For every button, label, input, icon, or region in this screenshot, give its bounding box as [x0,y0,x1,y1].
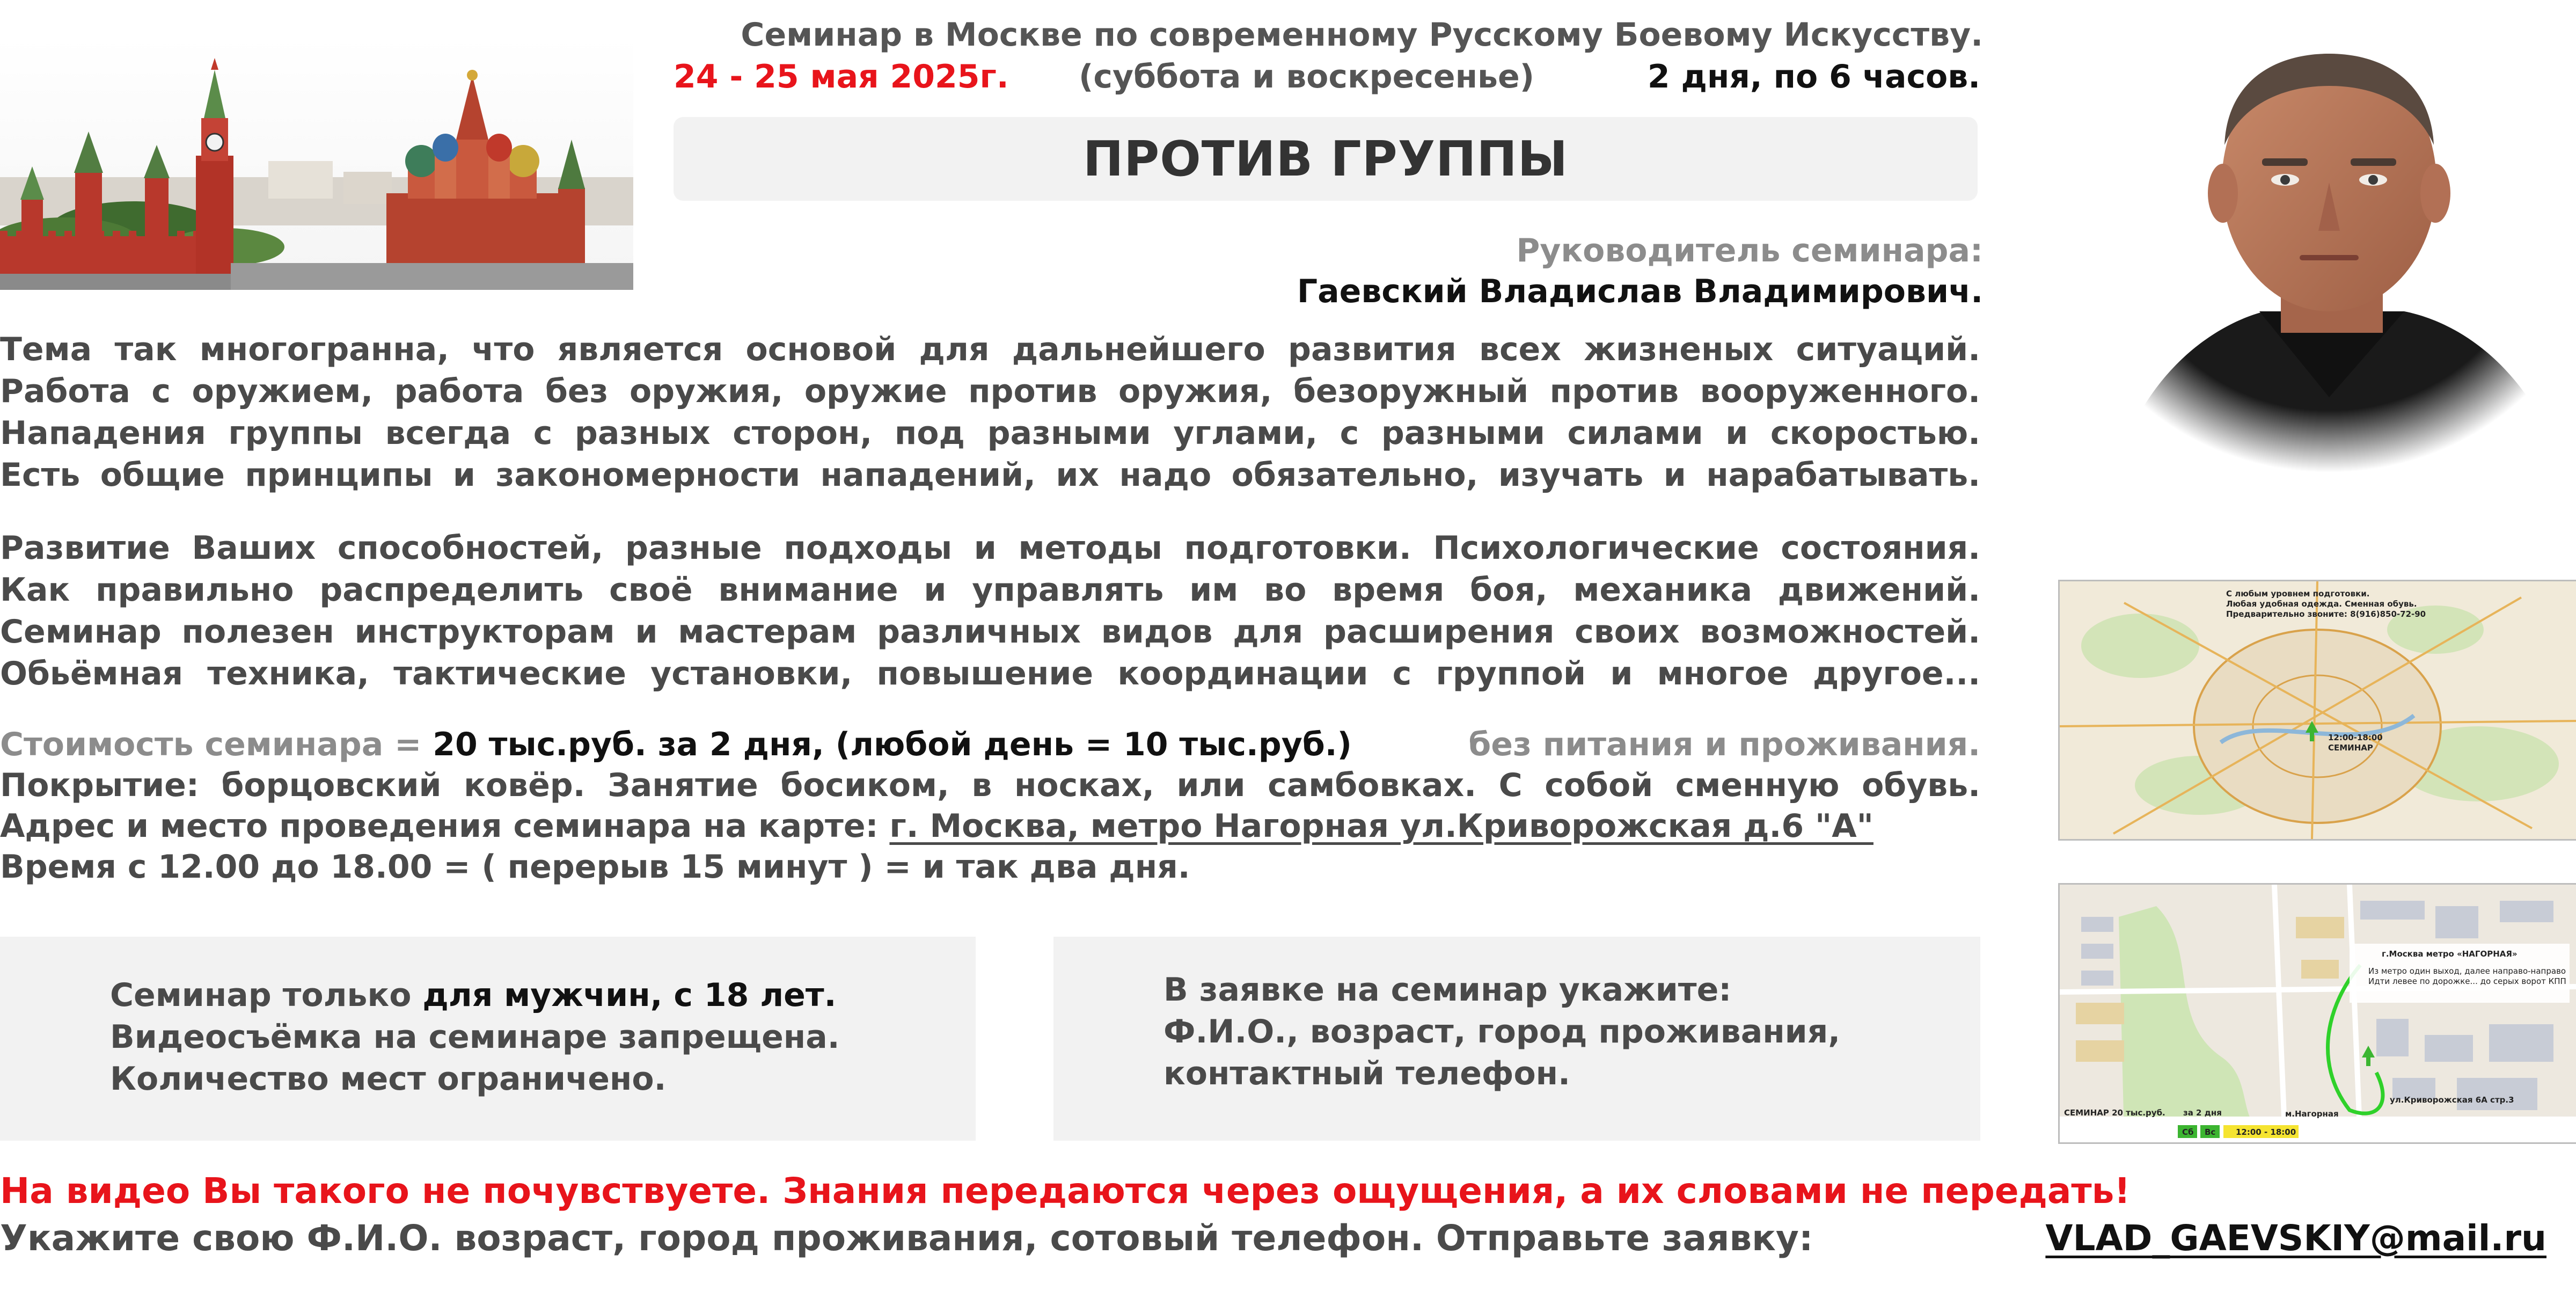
restriction-line: Видеосъёмка на семинаре запрещена. [110,1018,840,1056]
description-paragraph-2 [0,527,1980,695]
leader-name: Гаевский Владислав Владимирович. [1297,273,1983,310]
time-line: Время с 12.00 до 18.00 = ( перерыв 15 минут ) = и так два дня. [0,848,1190,886]
seminar-title: Семинар в Москве по современному Русскому Боевому Искусству. [741,16,1983,54]
map2-bar-sun: Вс [2205,1127,2216,1137]
paragraph-line: Семинар полезен инструкторам и мастерам различных видов для расширения своих возможностей. [0,613,1980,651]
application-line: В заявке на семинар укажите: [1163,971,1732,1009]
description-paragraph-1 [0,329,1980,496]
map2-metro: м.Нагорная [2285,1109,2339,1119]
kremlin-image [0,38,633,290]
address-label: Адрес и место проведения семинара на карте: [0,807,879,845]
seminar-dates: 24 - 25 мая 2025г. [674,58,1009,96]
address-link[interactable]: г. Москва, метро Нагорная ул.Криворожская д.6 "А" [889,807,1874,845]
seminar-weekdays: (суббота и воскресенье) [1079,58,1535,96]
leader-portrait [2082,21,2576,472]
address-line [0,805,1874,847]
application-line: Ф.И.О., возраст, город проживания, [1163,1013,1841,1051]
email-link[interactable]: VLAD_GAEVSKIY@mail.ru [2045,1217,2546,1259]
seminar-duration: 2 дня, по 6 часов. [1647,58,1980,96]
map2-bar-sat: Сб [2182,1127,2194,1137]
restriction-emphasis: для мужчин, с 18 лет. [422,976,837,1014]
banner-title-bar [674,117,1978,201]
price-label: Стоимость семинара = [0,726,422,763]
nagornaya-detail-map[interactable] [2058,883,2576,1144]
map1-note: С любым уровнем подготовки. Любая удобная одежда. Сменная обувь. Предварительно звоните: 8(916)850-72-90 [2226,589,2426,619]
paragraph-line: Развитие Ваших способностей, разные подходы и методы подготовки. Психологические состояния. [0,529,1980,567]
map2-bar-label: СЕМИНАР 20 тыс.руб. [2064,1108,2165,1118]
banner-title: ПРОТИВ ГРУППЫ [1082,130,1569,187]
request-line [0,1217,2546,1259]
moscow-overview-map[interactable] [2058,580,2576,841]
leader-label: Руководитель семинара: [1516,232,1983,269]
map2-street: ул.Криворожская 6А стр.3 [2390,1095,2514,1105]
price-value: 20 тыс.руб. за 2 дня, (любой день = 10 тыс.руб.) [433,726,1352,763]
application-line: контактный телефон. [1163,1055,1570,1092]
map2-bar-days: за 2 дня [2183,1108,2222,1118]
map2-bar-time: 12:00 - 18:00 [2236,1127,2296,1137]
restrictions-box [0,937,976,1141]
paragraph-line: Обьёмная техника, тактические установки, повышение координации с группой и многое другое... [0,655,1980,692]
price-note: без питания и проживания. [1468,726,1980,763]
cover-line: Покрытие: борцовский ковёр. Занятие босиком, в носках, или самбовках. С собой сменную обувь. [0,767,1980,804]
paragraph-line: Как правильно распределить своё внимание и управлять им во время боя, механика движений. [0,571,1980,609]
map1-marker-label: 12:00-18:00 СЕМИНАР [2328,733,2383,753]
price-line [0,724,1980,765]
map2-note: Из метро один выход, далее направо-направо Идти левее по дорожке... до серых ворот КПП [2368,966,2566,986]
paragraph-line: Тема так многогранна, что является основой для дальнейшего развития всех жизненых ситуаций. [0,331,1980,368]
restriction-line: Семинар только для мужчин, с 18 лет. [110,976,837,1014]
restriction-line: Количество мест ограничено. [110,1060,667,1098]
paragraph-line: Работа с оружием, работа без оружия, оружие против оружия, безоружный против вооруженного. [0,373,1980,410]
paragraph-line: Есть общие принципы и закономерности нападений, их надо обязательно, изучать и нарабатывать. [0,456,1980,494]
paragraph-line: Нападения группы всегда с разных сторон, под разными углами, с разными силами и скоростью. [0,414,1980,452]
request-text: Укажите свою Ф.И.О. возраст, город проживания, сотовый телефон. Отправьте заявку: [0,1217,1813,1259]
application-box [1053,937,1980,1141]
map2-title: г.Москва метро «НАГОРНАЯ» [2382,949,2518,959]
warning-text: На видео Вы такого не почувствуете. Знания передаются через ощущения, а их словами не передать! [0,1170,2131,1212]
